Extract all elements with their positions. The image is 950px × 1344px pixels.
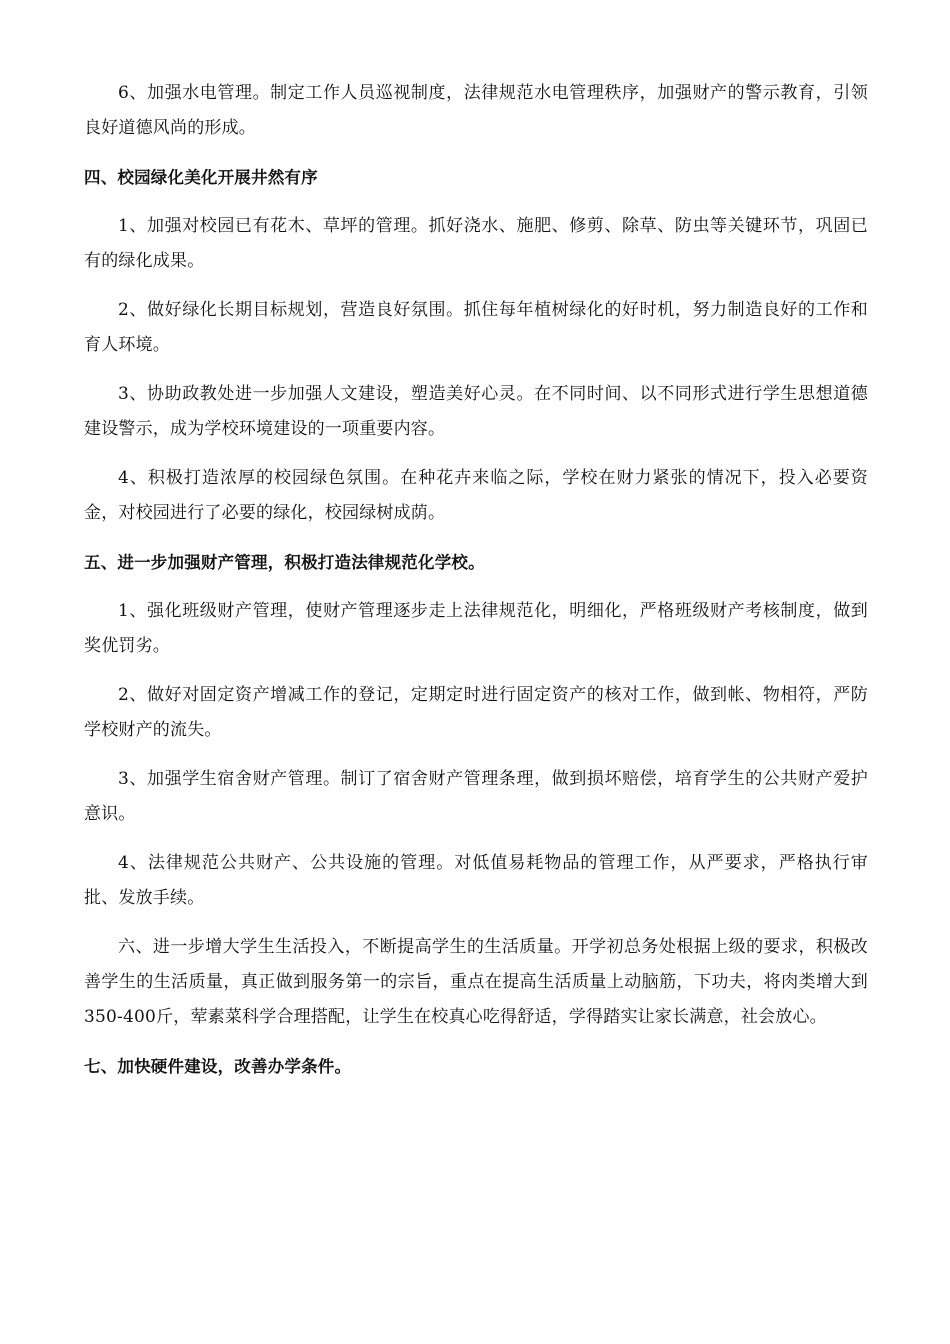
section-heading-property: 五、进一步加强财产管理，积极打造法律规范化学校。 <box>84 553 485 572</box>
paragraph-greening-3: 3、协助政教处进一步加强人文建设，塑造美好心灵。在不同时间、以不同形式进行学生思想道德建设警示，成为学校环境建设的一项重要内容。 <box>84 384 868 439</box>
section-heading-greening: 四、校园绿化美化开展井然有序 <box>84 168 318 187</box>
paragraph-greening-1: 1、加强对校园已有花木、草坪的管理。抓好浇水、施肥、修剪、除草、防虫等关键环节，巩固已有的绿化成果。 <box>84 216 868 271</box>
paragraph-property-1: 1、强化班级财产管理，使财产管理逐步走上法律规范化，明细化，严格班级财产考核制度，做到奖优罚劣。 <box>84 601 868 656</box>
section-heading-hardware: 七、加快硬件建设，改善办学条件。 <box>84 1057 352 1076</box>
paragraph-property-2: 2、做好对固定资产增减工作的登记，定期定时进行固定资产的核对工作，做到帐、物相符，严防学校财产的流失。 <box>84 685 868 740</box>
document-page <box>84 76 868 1098</box>
paragraph-property-4: 4、法律规范公共财产、公共设施的管理。对低值易耗物品的管理工作，从严要求，严格执行审批、发放手续。 <box>84 853 868 908</box>
paragraph-student-life: 六、进一步增大学生生活投入，不断提高学生的生活质量。开学初总务处根据上级的要求，积极改善学生的生活质量，真正做到服务第一的宗旨，重点在提高生活质量上动脑筋，下功夫，将肉类增大到350-400斤，荤素菜科学合理搭配，让学生在校真心吃得舒适，学得踏实让家长满意，社会放心。 <box>84 937 868 1027</box>
paragraph-greening-4: 4、积极打造浓厚的校园绿色氛围。在种花卉来临之际，学校在财力紧张的情况下，投入必要资金，对校园进行了必要的绿化，校园绿树成荫。 <box>84 468 868 523</box>
paragraph-water-electricity: 6、加强水电管理。制定工作人员巡视制度，法律规范水电管理秩序，加强财产的警示教育，引领良好道德风尚的形成。 <box>84 83 868 138</box>
paragraph-property-3: 3、加强学生宿舍财产管理。制订了宿舍财产管理条理，做到损坏赔偿，培育学生的公共财产爱护意识。 <box>84 769 868 824</box>
paragraph-greening-2: 2、做好绿化长期目标规划，营造良好氛围。抓住每年植树绿化的好时机，努力制造良好的工作和育人环境。 <box>84 300 868 355</box>
